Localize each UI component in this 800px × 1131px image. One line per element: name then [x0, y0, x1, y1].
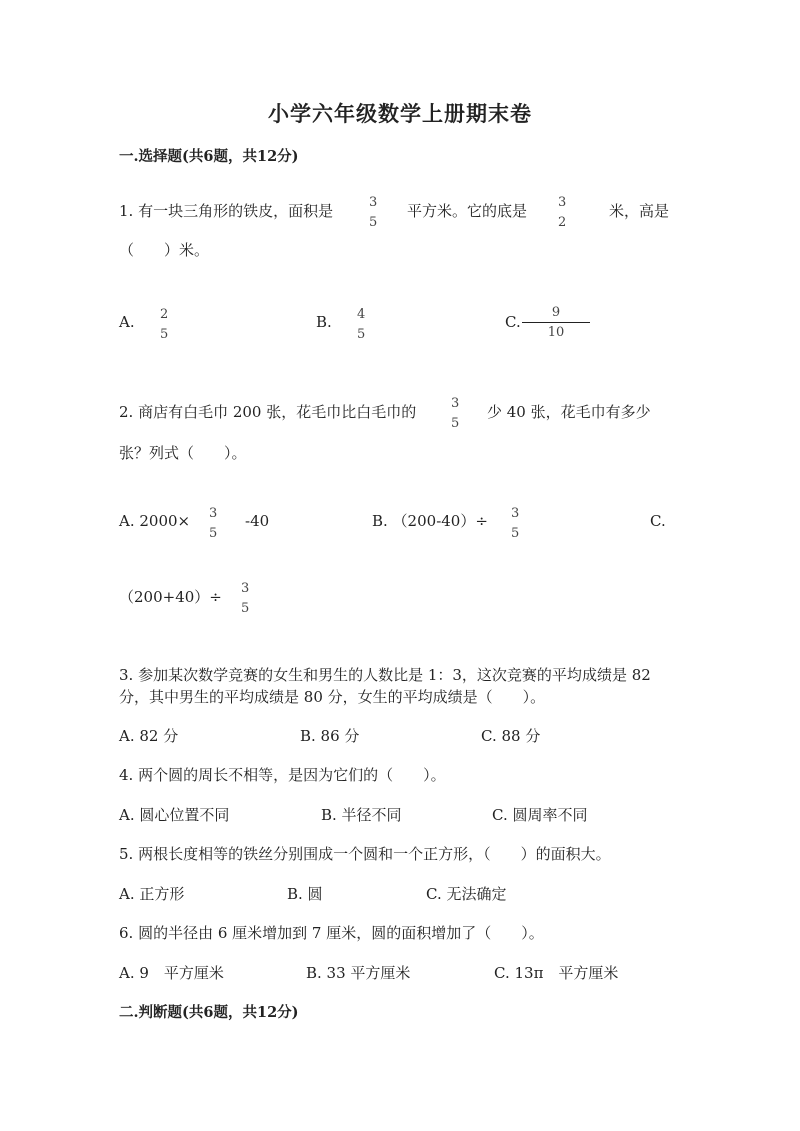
question-3-option-b: B. 86 分 [300, 727, 360, 745]
question-4-text: 4. 两个圆的周长不相等，是因为它们的（ ）。 [119, 766, 446, 784]
question-1-option-a-fraction [158, 308, 170, 341]
question-5-option-a: A. 正方形 [119, 885, 185, 903]
fraction-numerator: 3 [209, 506, 218, 521]
question-3-line-1: 3. 参加某次数学竞赛的女生和男生的人数比是 1：3，这次竞赛的平均成绩是 82 [119, 666, 651, 684]
question-1-text-c: 米，高是 [609, 202, 670, 220]
fraction-numerator: 3 [241, 581, 250, 596]
question-1-fraction-area [367, 196, 379, 229]
question-5-option-b: B. 圆 [287, 885, 323, 903]
fraction-denominator: 5 [357, 327, 366, 342]
fraction-denominator: 5 [369, 215, 378, 230]
question-2-option-a-suffix: -40 [245, 512, 270, 530]
question-6-option-b: B. 33 平方厘米 [306, 964, 411, 982]
question-2-text-b: 少 40 张，花毛巾有多少 [487, 403, 651, 421]
question-2-fraction [449, 397, 461, 430]
fraction-denominator: 5 [160, 327, 169, 342]
section-heading-multiple-choice: 一.选择题(共6题，共12分) [119, 148, 299, 165]
question-2-option-c-fraction [239, 582, 251, 615]
question-1-option-b-label: B. [316, 313, 332, 331]
question-5-text: 5. 两根长度相等的铁丝分别围成一个圆和一个正方形，（ ）的面积大。 [119, 845, 611, 863]
question-1-option-c-fraction [522, 306, 590, 339]
fraction-numerator: 9 [551, 305, 561, 320]
question-2-option-b-fraction [509, 507, 521, 540]
fraction-denominator: 10 [547, 325, 565, 340]
fraction-numerator: 3 [511, 506, 520, 521]
question-6-option-a: A. 9 平方厘米 [119, 964, 224, 982]
fraction-numerator: 3 [369, 195, 378, 210]
question-3-line-2: 分，其中男生的平均成绩是 80 分，女生的平均成绩是（ ）。 [119, 688, 546, 706]
question-1-text-d: （ ）米。 [119, 241, 210, 259]
fraction-numerator: 2 [160, 307, 169, 322]
question-1-text-b: 平方米。它的底是 [407, 202, 528, 220]
question-5-option-c: C. 无法确定 [426, 885, 507, 903]
section-heading-true-false: 二.判断题(共6题，共12分) [119, 1004, 299, 1021]
question-6-text: 6. 圆的半径由 6 厘米增加到 7 厘米，圆的面积增加了（ ）。 [119, 924, 544, 942]
question-2-option-a-fraction [207, 507, 219, 540]
fraction-denominator: 5 [241, 601, 250, 616]
question-2-option-c-prefix: （200+40）÷ [119, 588, 222, 606]
fraction-numerator: 3 [558, 195, 567, 210]
question-4-option-c: C. 圆周率不同 [492, 806, 588, 824]
question-1-option-a-label: A. [119, 313, 135, 331]
question-2-text-c: 张？列式（ ）。 [119, 444, 247, 462]
fraction-denominator: 5 [209, 526, 218, 541]
question-2-option-a-prefix: A. 2000× [119, 512, 191, 530]
question-3-option-c: C. 88 分 [481, 727, 541, 745]
fraction-numerator: 3 [451, 396, 460, 411]
fraction-numerator: 4 [357, 307, 366, 322]
question-3-option-a: A. 82 分 [119, 727, 179, 745]
fraction-denominator: 5 [451, 416, 460, 431]
fraction-denominator: 5 [511, 526, 520, 541]
fraction-denominator: 2 [558, 215, 567, 230]
question-1-text-a: 1. 有一块三角形的铁皮，面积是 [119, 202, 334, 220]
question-4-option-b: B. 半径不同 [321, 806, 402, 824]
question-1-option-c-label: C. [505, 313, 521, 331]
page-title: 小学六年级数学上册期末卷 [268, 101, 532, 126]
question-1-fraction-base [556, 196, 568, 229]
question-6-option-c: C. 13π 平方厘米 [494, 964, 619, 982]
question-4-option-a: A. 圆心位置不同 [119, 806, 230, 824]
question-2-option-c-label: C. [650, 512, 666, 530]
question-2-text-a: 2. 商店有白毛巾 200 张，花毛巾比白毛巾的 [119, 403, 417, 421]
question-1-option-b-fraction [355, 308, 367, 341]
question-2-option-b-prefix: B. （200-40）÷ [372, 512, 488, 530]
